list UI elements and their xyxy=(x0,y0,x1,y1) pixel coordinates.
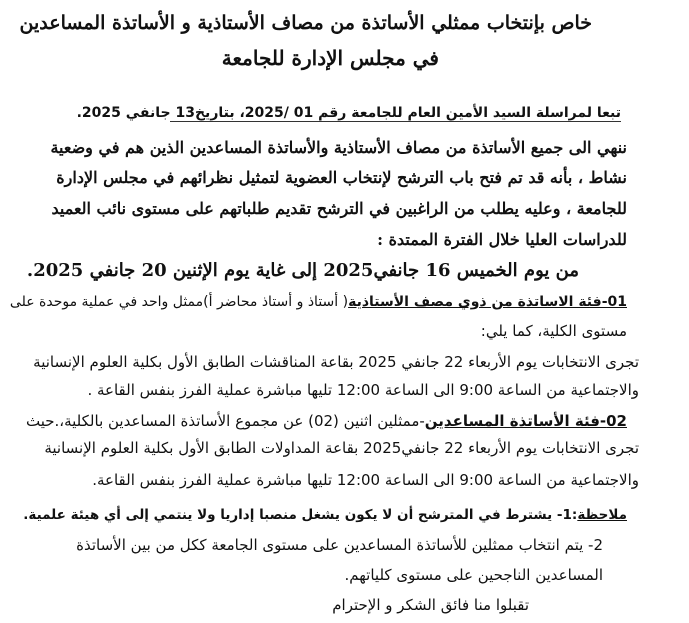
closing-line: تقبلوا منا فائق الشكر و الإحترام xyxy=(332,596,529,614)
category-2-heading: 02-فئة الأساتذة المساعدين xyxy=(424,412,627,430)
category-2-line-3: والاجتماعية من الساعة 9:00 الى الساعة 12:00 تليها مباشرة عملية الفرز بنفس القاعة. xyxy=(92,471,639,489)
intro-line-3: للجامعة ، وعليه يطلب من الراغبين في الترشح تقديم طلباتهم على مستوى نائب العميد xyxy=(51,199,627,218)
title-line-1: خاص بإنتخاب ممثلي الأساتذة من مصاف الأستاذية و الأساتذة المساعدين xyxy=(19,12,592,34)
note-item-2-line-1: 2- يتم انتخاب ممثلين للأساتذة المساعدين على مستوى الجامعة ككل من بين الأساتذة xyxy=(76,536,603,554)
intro-line-4: للدراسات العليا خلال الفترة الممتدة : xyxy=(377,230,627,249)
note-item-1 xyxy=(23,505,627,525)
title-line-2: في مجلس الإدارة للجامعة xyxy=(221,46,439,70)
reference-line: تبعا لمراسلة السيد الأمين العام للجامعة رقم 01 /2025، بتاريخ13 جانفي 2025. xyxy=(76,105,621,121)
category-1-line-4: والاجتماعية من الساعة 9:00 الى الساعة 12:00 تليها مباشرة عملية الفرز بنفس القاعة . xyxy=(87,381,639,399)
note-item-1-text: :1- يشترط في المترشح أن لا يكون يشغل منصبا إداريا ولا ينتمي إلى أي هيئة علمية. xyxy=(23,507,578,523)
category-2-line-1 xyxy=(26,411,627,431)
note-label: ملاحظة xyxy=(577,507,627,523)
reference-underline xyxy=(170,121,621,122)
note-item-2-line-2: المساعدين الناجحين على مستوى كلياتهم. xyxy=(344,566,603,584)
category-2-text: -ممثلين اثنين (02) عن مجموع الأساتذة المساعدين بالكلية،.حيث xyxy=(25,412,425,430)
category-2-line-2: تجرى الانتخابات يوم الأربعاء 22 جانفي2025 بقاعة المداولات الطابق الأول بكلية العلوم الإنسانية xyxy=(44,439,639,457)
category-1-line-2: مستوى الكلية، كما يلي: xyxy=(480,322,627,340)
category-1-line-1 xyxy=(10,292,627,312)
period-line: من يوم الخميس 16 جانفي2025 إلى غاية يوم الإثنين 20 جانفي 2025. xyxy=(26,260,579,281)
category-1-text: ( أستاذ و أستاذ محاضر أ)ممثل واحد في عملية موحدة على xyxy=(9,294,349,310)
intro-line-1: ننهي الى جميع الأساتذة من مصاف الأستاذية والأساتذة المساعدين الذين هم في وضعية xyxy=(50,138,627,157)
category-1-line-3: تجرى الانتخابات يوم الأربعاء 22 جانفي 2025 بقاعة المناقشات الطابق الأول بكلية العلوم الإنسانية xyxy=(33,353,639,371)
intro-line-2: نشاط ، بأنه قد تم فتح باب الترشح لإنتخاب العضوية لتمثيل نظرائهم في مجلس الإدارة xyxy=(56,168,627,187)
category-1-heading: 01-فئة الاساتذة من ذوي مصف الأستاذية xyxy=(348,294,627,310)
